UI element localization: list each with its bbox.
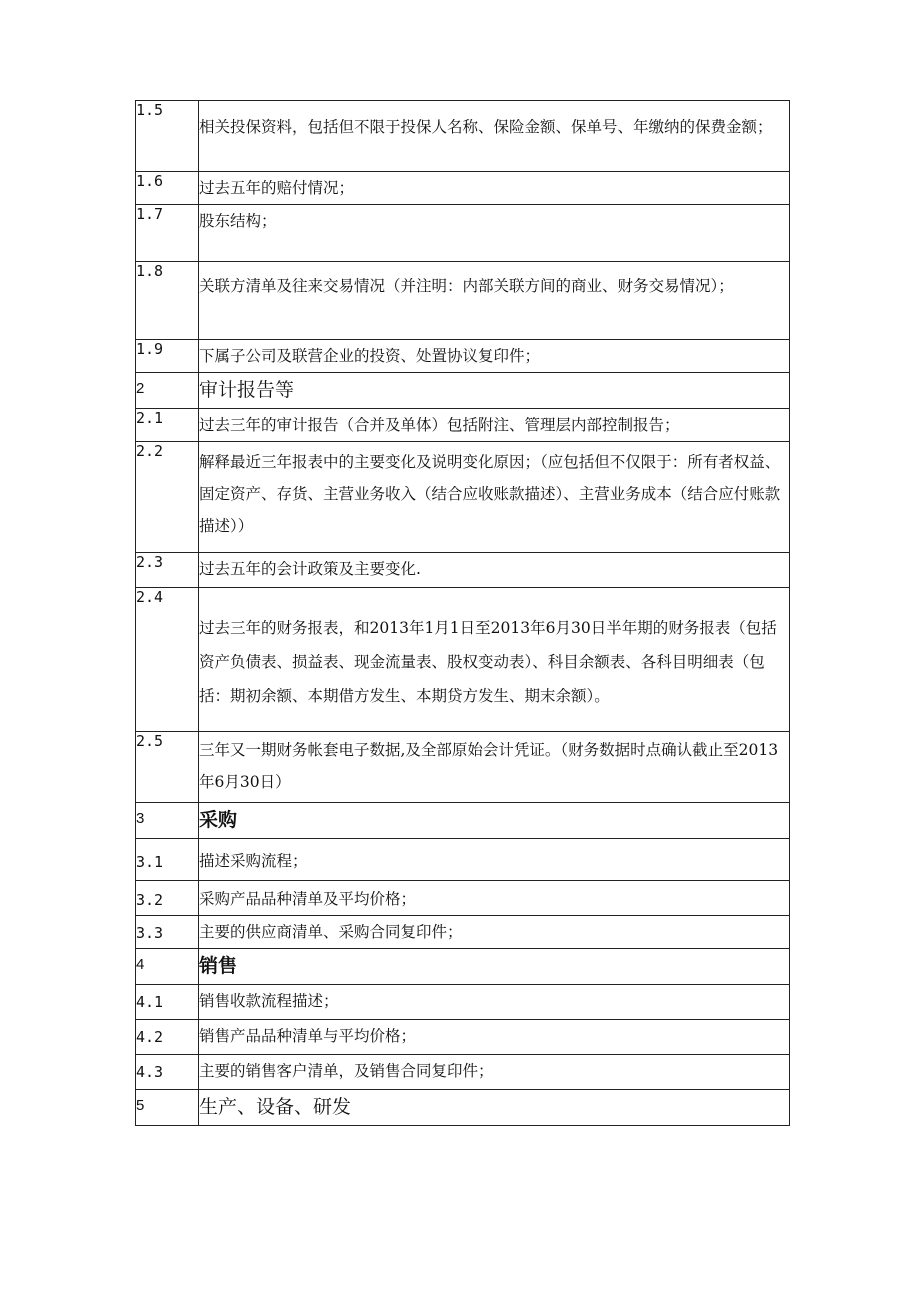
item-text: 相关投保资料，包括但不限于投保人名称、保险金额、保单号、年缴纳的保费金额； — [199, 101, 790, 172]
item-number: 4.1 — [136, 985, 199, 1020]
item-number: 2.5 — [136, 732, 199, 803]
item-text: 过去五年的赔付情况； — [199, 172, 790, 205]
item-text: 描述采购流程； — [199, 839, 790, 881]
section-number: 2 — [136, 373, 199, 409]
table-row — [136, 1090, 790, 1126]
section-number: 3 — [136, 803, 199, 839]
table-row — [136, 262, 790, 340]
table-row — [136, 588, 790, 732]
item-number: 2.2 — [136, 442, 199, 553]
table-row — [136, 732, 790, 803]
section-title: 销售 — [199, 949, 790, 985]
section-number: 4 — [136, 949, 199, 985]
section-number: 5 — [136, 1090, 199, 1126]
item-text: 采购产品品种清单及平均价格； — [199, 881, 790, 916]
table-row — [136, 803, 790, 839]
table-row — [136, 373, 790, 409]
item-text: 下属子公司及联营企业的投资、处置协议复印件； — [199, 340, 790, 373]
table-row — [136, 172, 790, 205]
item-number: 3.2 — [136, 881, 199, 916]
section-title: 生产、设备、研发 — [199, 1090, 790, 1126]
item-text: 主要的销售客户清单，及销售合同复印件； — [199, 1055, 790, 1090]
table-row — [136, 949, 790, 985]
item-text: 解释最近三年报表中的主要变化及说明变化原因；（应包括但不仅限于：所有者权益、固定资产、存货、主营业务收入（结合应收账款描述）、主营业务成本（结合应付账款描述）） — [199, 442, 790, 553]
item-number: 1.8 — [136, 262, 199, 340]
item-number: 1.9 — [136, 340, 199, 373]
item-text: 主要的供应商清单、采购合同复印件； — [199, 916, 790, 949]
item-number: 2.4 — [136, 588, 199, 732]
item-number: 1.6 — [136, 172, 199, 205]
item-number: 3.1 — [136, 839, 199, 881]
table-row — [136, 409, 790, 442]
table-row — [136, 442, 790, 553]
section-title: 采购 — [199, 803, 790, 839]
item-number: 2.1 — [136, 409, 199, 442]
item-number: 3.3 — [136, 916, 199, 949]
table-row — [136, 881, 790, 916]
item-text: 销售收款流程描述； — [199, 985, 790, 1020]
item-text: 过去三年的财务报表，和2013年1月1日至2013年6月30日半年期的财务报表（包括资产负债表、损益表、现金流量表、股权变动表）、科目余额表、各科目明细表（包括：期初余额、本期借方发生、本期贷方发生、期末余额）。 — [199, 588, 790, 732]
item-text: 销售产品品种清单与平均价格； — [199, 1020, 790, 1055]
table-row — [136, 101, 790, 172]
item-number: 4.3 — [136, 1055, 199, 1090]
table-row — [136, 553, 790, 588]
table-row — [136, 839, 790, 881]
table-row — [136, 1055, 790, 1090]
table-row — [136, 1020, 790, 1055]
item-text: 过去三年的审计报告（合并及单体）包括附注、管理层内部控制报告； — [199, 409, 790, 442]
item-number: 4.2 — [136, 1020, 199, 1055]
item-number: 2.3 — [136, 553, 199, 588]
table-row — [136, 916, 790, 949]
item-number: 1.5 — [136, 101, 199, 172]
table-row — [136, 340, 790, 373]
section-title: 审计报告等 — [199, 373, 790, 409]
table-row — [136, 985, 790, 1020]
item-text: 过去五年的会计政策及主要变化. — [199, 553, 790, 588]
item-text: 股东结构； — [199, 205, 790, 262]
item-text: 关联方清单及往来交易情况（并注明：内部关联方间的商业、财务交易情况）； — [199, 262, 790, 340]
table-row — [136, 205, 790, 262]
item-number: 1.7 — [136, 205, 199, 262]
checklist-table — [135, 100, 790, 1126]
item-text: 三年又一期财务帐套电子数据,及全部原始会计凭证。（财务数据时点确认截止至2013年6月30日） — [199, 732, 790, 803]
